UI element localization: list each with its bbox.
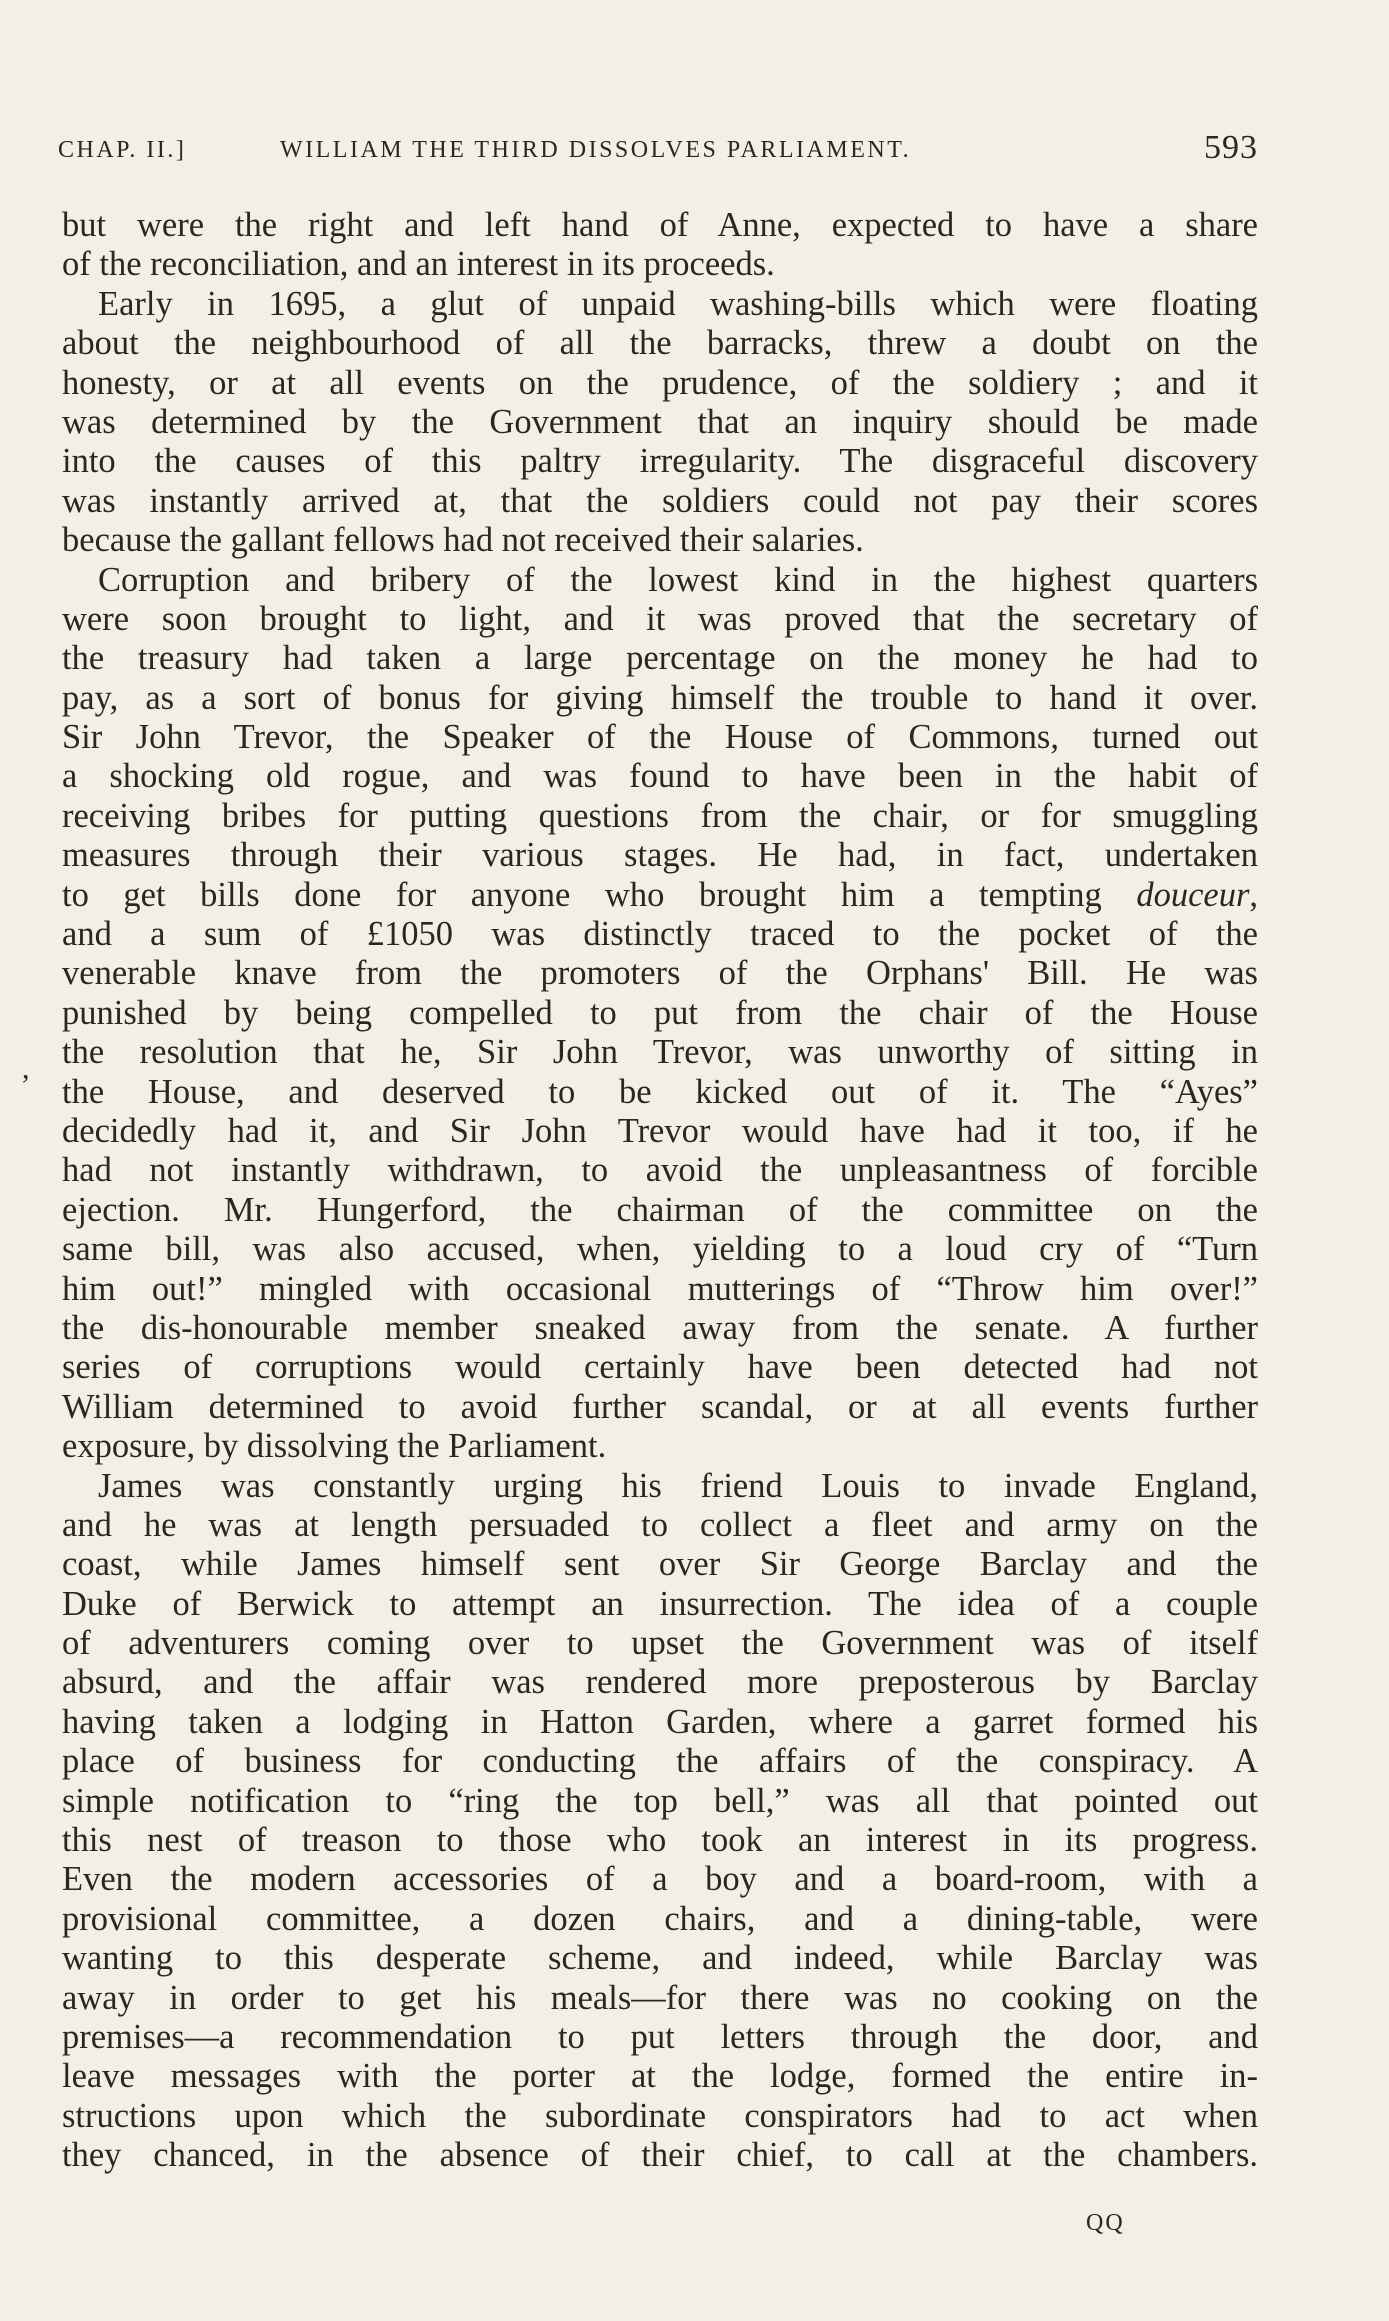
text-line: Sir John Trevor, the Speaker of the House of Commons, turned out xyxy=(62,718,1258,757)
text-line: pay, as a sort of bonus for giving himself the trouble to hand it over. xyxy=(62,678,1258,717)
text-line: decidedly had it, and Sir John Trevor would have had it too, if he xyxy=(62,1111,1258,1150)
text-line: exposure, by dissolving the Parliament. xyxy=(62,1427,607,1466)
text-line: William determined to avoid further scandal, or at all events further xyxy=(62,1387,1258,1426)
text-line: premises—a recommendation to put letters through the door, and xyxy=(62,2017,1258,2056)
text-line: the treasury had taken a large percentage on the money he had to xyxy=(62,639,1258,678)
text-line: the dis-honourable member sneaked away from the senate. A further xyxy=(62,1308,1258,1347)
text-line: honesty, or at all events on the prudence, of the soldiery ; and it xyxy=(62,363,1258,402)
text-line: provisional committee, a dozen chairs, and a dining-table, were xyxy=(62,1899,1258,1938)
signature-mark: QQ xyxy=(1086,2210,1125,2236)
text-line: this nest of treason to those who took an interest in its progress. xyxy=(62,1821,1258,1860)
text-line: structions upon which the subordinate conspirators had to act when xyxy=(62,2096,1258,2135)
text-line: measures through their various stages. He had, in fact, undertaken xyxy=(62,836,1258,875)
text-segment: to get bills done for anyone who brought him a tempting xyxy=(62,875,1137,914)
text-line: and a sum of £1050 was distinctly traced to the pocket of the xyxy=(62,915,1258,954)
text-line: ejection. Mr. Hungerford, the chairman of the committee on the xyxy=(62,1190,1258,1229)
text-line: having taken a lodging in Hatton Garden, where a garret formed his xyxy=(62,1702,1258,1741)
text-line: into the causes of this paltry irregularity. The disgraceful discovery xyxy=(62,442,1258,481)
running-title: WILLIAM THE THIRD DISSOLVES PARLIAMENT. xyxy=(280,137,912,163)
margin-mark: , xyxy=(22,1052,30,1085)
text-line: venerable knave from the promoters of the Orphans' Bill. He was xyxy=(62,954,1258,993)
text-line: Even the modern accessories of a boy and a board-room, with a xyxy=(62,1860,1258,1899)
chapter-marker: CHAP. II.] xyxy=(58,137,187,163)
text-line: leave messages with the porter at the lodge, formed the entire in- xyxy=(62,2057,1258,2096)
text-line: about the neighbourhood of all the barracks, threw a doubt on the xyxy=(62,324,1258,363)
text-line: coast, while James himself sent over Sir George Barclay and the xyxy=(62,1545,1258,1584)
text-line: a shocking old rogue, and was found to have been in the habit of xyxy=(62,757,1258,796)
paragraph-first-line: Early in 1695, a glut of unpaid washing-bills which were floating xyxy=(98,284,1258,323)
text-line: series of corruptions would certainly have been detected had not xyxy=(62,1348,1258,1387)
paragraph-first-line: James was constantly urging his friend Louis to invade England, xyxy=(98,1466,1258,1505)
text-line: and he was at length persuaded to collect a fleet and army on the xyxy=(62,1505,1258,1544)
body-text xyxy=(62,206,1258,2176)
italic-word: douceur xyxy=(1136,875,1250,914)
text-line xyxy=(62,876,1258,915)
text-line: was instantly arrived at, that the soldiers could not pay their scores xyxy=(62,481,1258,520)
text-line: wanting to this desperate scheme, and indeed, while Barclay was xyxy=(62,1939,1258,1978)
text-line: but were the right and left hand of Anne, expected to have a share xyxy=(62,206,1258,244)
text-line: Duke of Berwick to attempt an insurrection. The idea of a couple xyxy=(62,1584,1258,1623)
text-line: place of business for conducting the affairs of the conspiracy. A xyxy=(62,1742,1258,1781)
text-line: simple notification to “ring the top bell,” was all that pointed out xyxy=(62,1781,1258,1820)
text-line: had not instantly withdrawn, to avoid the unpleasantness of forcible xyxy=(62,1151,1258,1190)
text-line: receiving bribes for putting questions from the chair, or for smuggling xyxy=(62,796,1258,835)
text-line: of adventurers coming over to upset the Government was of itself xyxy=(62,1624,1258,1663)
text-line: same bill, was also accused, when, yielding to a loud cry of “Turn xyxy=(62,1230,1258,1269)
text-line: the House, and deserved to be kicked out of it. The “Ayes” xyxy=(62,1072,1258,1111)
text-line: because the gallant fellows had not received their salaries. xyxy=(62,521,864,560)
punctuation: , xyxy=(1249,875,1258,914)
text-line: were soon brought to light, and it was proved that the secretary of xyxy=(62,599,1258,638)
text-line: away in order to get his meals—for there was no cooking on the xyxy=(62,1978,1258,2017)
text-line: of the reconciliation, and an interest in its proceeds. xyxy=(62,245,775,284)
text-line: absurd, and the affair was rendered more preposterous by Barclay xyxy=(62,1663,1258,1702)
text-line: the resolution that he, Sir John Trevor, was unworthy of sitting in xyxy=(62,1033,1258,1072)
text-line: him out!” mingled with occasional mutterings of “Throw him over!” xyxy=(62,1269,1258,1308)
page-number: 593 xyxy=(1204,129,1258,166)
text-line: punished by being compelled to put from the chair of the House xyxy=(62,993,1258,1032)
text-line: was determined by the Government that an inquiry should be made xyxy=(62,402,1258,441)
text-line: they chanced, in the absence of their chief, to call at the chambers. xyxy=(62,2136,1258,2175)
running-head xyxy=(58,128,1258,172)
paragraph-first-line: Corruption and bribery of the lowest kind in the highest quarters xyxy=(98,560,1258,599)
